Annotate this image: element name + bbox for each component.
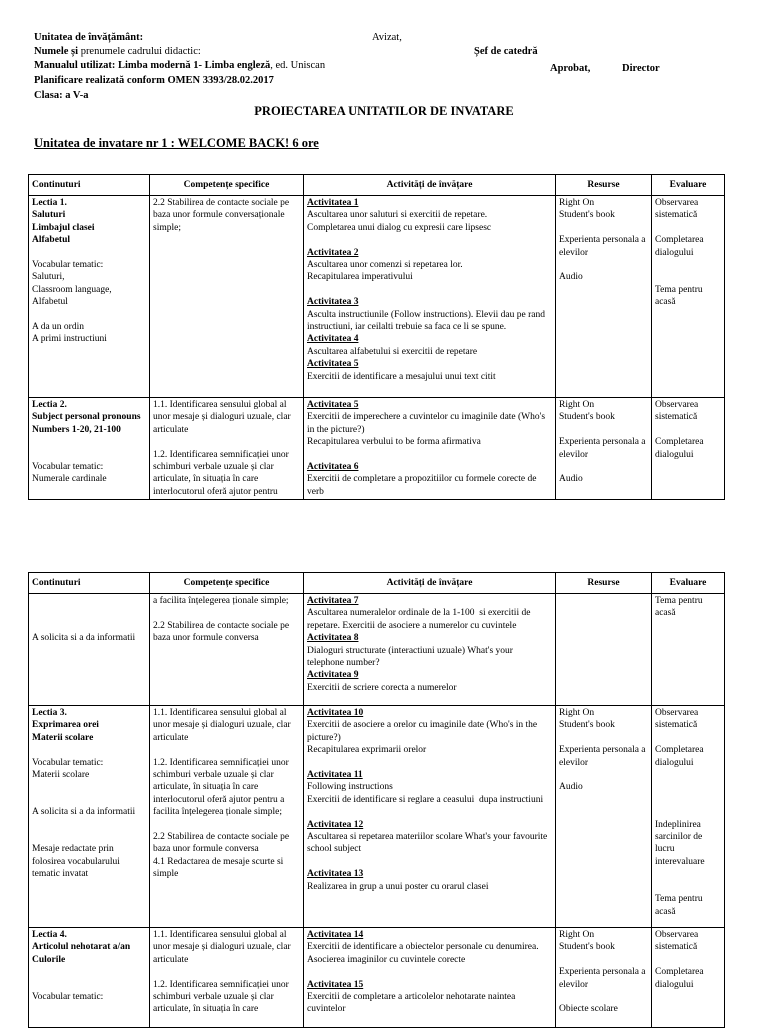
activity-title: Activitatea 12 [307, 819, 364, 830]
activities-cell [304, 594, 556, 706]
activity-title: Activitatea 11 [307, 770, 363, 781]
competences-cell: 1.1. Identificarea sensului global al unor mesaje și dialoguri uzuale, clar articulate 1.2. Identificarea semnificației unor schimburi verbale uzuale și clar articulate, în situația în care [150, 928, 304, 1028]
evaluation-cell: Observarea sistematică Completarea dialogului Tema pentru acasă [652, 196, 725, 398]
competences-cell: a facilita înțelegerea ționale simple; 2.2 Stabilirea de contacte sociale pe baza unor formule conversa [150, 594, 304, 706]
spacer [307, 449, 552, 461]
activity-text: Exercitii de scriere corecta a numerelor [307, 682, 457, 693]
activity-title: Activitatea 2 [307, 247, 359, 258]
learning-units-table-2 [28, 572, 725, 1028]
document-title: PROIECTAREA UNITATILOR DE INVATARE [254, 104, 514, 118]
activity-title: Activitatea 10 [307, 708, 364, 718]
activity-text: Dialoguri structurate (interactiuni uzuale) What's your telephone number? [307, 645, 516, 669]
content-cell [29, 398, 150, 500]
textbook-label-a: Manualul utilizat: Limba modernă 1- Limba engleză [34, 60, 271, 71]
head-of-department: Șef de catedră [474, 46, 538, 57]
activity-title: Activitatea 14 [307, 930, 364, 940]
competences-cell: 1.1. Identificarea sensului global al unor mesaje și dialoguri uzuale, clar articulate 1.2. Identificarea semnificației unor schimburi verbale uzuale și clar articulate, în situația în care interlocutorul oferă ajutor pentru [150, 398, 304, 500]
activities-cell [304, 928, 556, 1028]
activity-title: Activitatea 6 [307, 462, 359, 473]
teacher-label-c: prenumele cadrului didactic: [80, 46, 201, 57]
activity-text: Following instructions Exercitii de identificare si reglare a ceasului dupa instructiuni [307, 782, 544, 805]
aprobat-label: Aprobat, [550, 63, 591, 74]
activity-text: Ascultarea unor saluturi si exercitii de repetare. Completarea unui dialog cu expresii care lipsesc [307, 210, 492, 233]
spacer [307, 856, 552, 868]
activity-text: Exercitii de identificare a mesajului unui text citit [307, 371, 496, 382]
resources-cell: Right On Student's book Experienta personala a elevilor Obiecte scolare [556, 928, 652, 1028]
activity-text: Ascultarea alfabetului si exercitii de repetare [307, 346, 478, 357]
activity-title: Activitatea 5 [307, 400, 359, 410]
activity-text: Exercitii de completare a propozitiilor cu formele corecte de verb [307, 474, 539, 497]
activity-text: Exercitii de completare a articolelor nehotarate naintea cuvintelor [307, 992, 518, 1015]
activity-title: Activitatea 5 [307, 359, 359, 370]
competences-cell: 1.1. Identificarea sensului global al unor mesaje și dialoguri uzuale, clar articulate 1.2. Identificarea semnificației unor schimburi verbale uzuale și clar articulate, în situația în care interlocutorul oferă ajutor pentru a facilita înțelegerea ționale simple; 2.2 Stabilirea de contacte sociale pe baza unor formule conversa 4.1 Redactarea de mesaje scurte si simple [150, 706, 304, 928]
school-label: Unitatea de învățământ: [34, 32, 144, 43]
activity-title: Activitatea 8 [307, 633, 359, 644]
spacer [307, 806, 552, 818]
spacer [307, 966, 552, 978]
avizat-label: Avizat, [372, 32, 402, 43]
col-resurse: Resurse [556, 175, 652, 196]
director-label: Director [622, 63, 660, 74]
lesson-content: Vocabular tematic: Numerale cardinale [32, 462, 107, 485]
activity-text: Exercitii de imperechere a cuvintelor cu imaginile date (Who's in the picture?) Recapitularea verbului to be forma afirmativa [307, 412, 546, 448]
activity-title: Activitatea 13 [307, 869, 364, 880]
learning-units-table-1 [28, 174, 725, 500]
activity-text: Ascultarea numeralelor ordinale de la 1-100 si exercitii de repetare. Exercitii de asociere a numerelor cu cuvintele [307, 608, 533, 631]
competences-cell: 2.2 Stabilirea de contacte sociale pe baza unor formule conversaționale simple; [150, 196, 304, 398]
textbook-label-b: , ed. Uniscan [270, 60, 326, 71]
resources-cell: Right On Student's book Experienta personala a elevilor Audio [556, 196, 652, 398]
textbook-label [34, 60, 325, 71]
evaluation-cell: Observarea sistematică Completarea dialogului [652, 398, 725, 500]
resources-cell: Right On Student's book Experienta personala a elevilor Audio [556, 398, 652, 500]
teacher-label-a: Numele [34, 46, 69, 57]
teacher-label [34, 46, 201, 57]
lesson-title: Lectia 1. Saluturi Limbajul clasei Alfabetul [32, 198, 95, 246]
content-cell [29, 196, 150, 398]
spacer [307, 284, 552, 296]
table-row [29, 928, 725, 1028]
class-label: Clasa: a V-a [34, 90, 89, 101]
col-resurse: Resurse [556, 573, 652, 594]
planning-label: Planificare realizată conform OMEN 3393/28.02.2017 [34, 75, 274, 86]
activity-title: Activitatea 4 [307, 334, 359, 345]
activity-title: Activitatea 1 [307, 198, 359, 208]
activity-title: Activitatea 15 [307, 979, 364, 990]
col-competente: Competențe specifice [150, 573, 304, 594]
col-competente: Competențe specifice [150, 175, 304, 196]
col-continuturi: Continuturi [29, 175, 150, 196]
activities-cell [304, 398, 556, 500]
col-activitati: Activități de învățare [304, 573, 556, 594]
lesson-content: A solicita si a da informatii [32, 633, 136, 644]
teacher-label-b: și [68, 46, 81, 57]
table-row [29, 196, 725, 398]
lesson-title: Lectia 3. Exprimarea orei Materii scolare [32, 708, 99, 743]
activity-title: Activitatea 9 [307, 670, 359, 681]
lesson-content: Vocabular tematic: Saluturi, Classroom language, Alfabetul A da un ordin A primi instructiuni [32, 260, 112, 345]
lesson-title: Lectia 4. Articolul nehotarat a/an Culorile [32, 930, 131, 965]
evaluation-cell: Observarea sistematică Completarea dialogului [652, 928, 725, 1028]
col-activitati: Activități de învățare [304, 175, 556, 196]
table-row [29, 706, 725, 928]
activity-title: Activitatea 3 [307, 297, 359, 308]
unit-title: Unitatea de invatare nr 1 : WELCOME BACK! 6 ore [34, 136, 319, 150]
resources-cell [556, 594, 652, 706]
content-cell [29, 594, 150, 706]
table-row [29, 398, 725, 500]
activity-text: Asculta instructiunile (Follow instructions). Elevii dau pe rand instructiuni, iar ceilalti trebuie sa faca ce li se spune. [307, 309, 548, 333]
col-evaluare: Evaluare [652, 175, 725, 196]
lesson-content: Vocabular tematic: Materii scolare A solicita si a da informatii Mesaje redactate prin folosirea vocabularului tematic invatat [32, 757, 136, 880]
activities-cell [304, 196, 556, 398]
activity-title: Activitatea 7 [307, 596, 359, 606]
spacer [307, 234, 552, 246]
evaluation-cell: Tema pentru acasă [652, 594, 725, 706]
spacer [307, 757, 552, 769]
activity-text: Exercitii de asociere a orelor cu imaginile date (Who's in the picture?) Recapitularea exprimarii orelor [307, 720, 538, 756]
activity-text: Realizarea in grup a unui poster cu orarul clasei [307, 881, 489, 892]
activity-text: Exercitii de identificare a obiectelor personale cu denumirea. Asocierea imaginilor cu cuvintele corecte [307, 942, 541, 965]
activities-cell [304, 706, 556, 928]
activity-text: Ascultarea unor comenzi si repetarea lor. Recapitularea imperativului [307, 260, 463, 283]
lesson-content: Vocabular tematic: [32, 992, 104, 1003]
evaluation-cell: Observarea sistematică Completarea dialogului Indeplinirea sarcinilor de lucru interevaluare Tema pentru acasă [652, 706, 725, 928]
table-row [29, 594, 725, 706]
col-evaluare: Evaluare [652, 573, 725, 594]
content-cell [29, 928, 150, 1028]
content-cell [29, 706, 150, 928]
activity-text: Ascultarea si repetarea materiilor scolare What's your favourite school subject [307, 832, 550, 855]
lesson-title: Lectia 2. Subject personal pronouns Numbers 1-20, 21-100 [32, 400, 141, 435]
col-continuturi: Continuturi [29, 573, 150, 594]
resources-cell: Right On Student's book Experienta personala a elevilor Audio [556, 706, 652, 928]
